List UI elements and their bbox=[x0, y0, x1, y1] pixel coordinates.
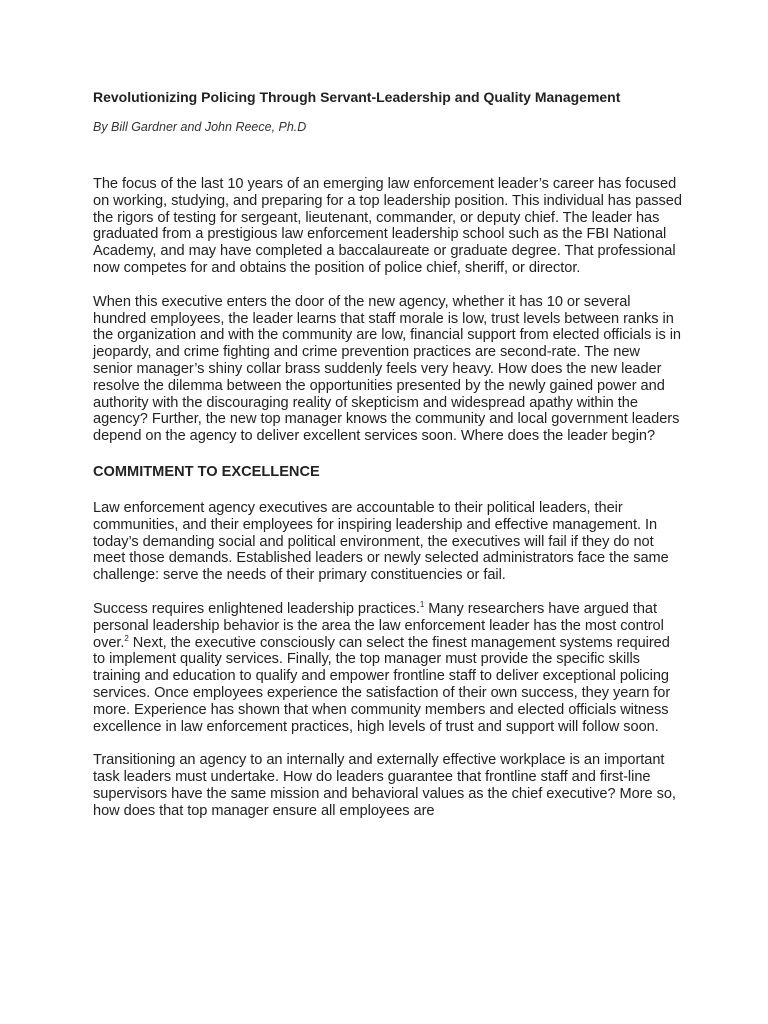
article-byline: By Bill Gardner and John Reece, Ph.D bbox=[93, 120, 307, 134]
paragraph-2: When this executive enters the door of the new agency, whether it has 10 or several hundred employees, the leader learns that staff morale is low, trust levels between ranks in the organization and with the community are low, financial support from elected officials is in jeopardy, and crime fighting and crime prevention practices are second-rate. The new senior manager’s shiny collar brass suddenly feels very heavy. How does the new leader resolve the dilemma between the opportunities presented by the newly gained power and authority with the discouraging reality of skepticism and widespread apathy within the agency? Further, the new top manager knows the community and local government leaders depend on the agency to deliver excellent services soon. Where does the leader begin? bbox=[93, 293, 681, 445]
article-title: Revolutionizing Policing Through Servant-Leadership and Quality Management bbox=[93, 89, 621, 105]
footnote-ref-2: 2 bbox=[124, 633, 129, 643]
paragraph-5: Transitioning an agency to an internally and externally effective workplace is an important task leaders must undertake. How do leaders guarantee that frontline staff and first-line supervisors have the same mission and behavioral values as the chief executive? More so, how does that top manager ensure all employees are bbox=[93, 752, 676, 819]
paragraph-4-part-c: Next, the executive consciously can select the finest management systems required to implement quality services. Finally, the top manager must provide the specific skills training and education to qualify and empower frontline staff to deliver exceptional policing services. Once employees experience the satisfaction of their own success, they yearn for more. Experience has shown that when community members and elected officials witness excellence in law enforcement practices, high levels of trust and support will follow soon. bbox=[93, 634, 671, 735]
section-heading: COMMITMENT TO EXCELLENCE bbox=[93, 463, 320, 480]
footnote-ref-1: 1 bbox=[419, 600, 425, 610]
paragraph-4 bbox=[93, 601, 683, 735]
paragraph-1: The focus of the last 10 years of an emerging law enforcement leader’s career has focused on working, studying, and preparing for a top leadership position. This individual has passed the rigors of testing for sergeant, lieutenant, commander, or deputy chief. The leader has graduated from a prestigious law enforcement leadership school such as the FBI National Academy, and may have completed a baccalaureate or graduate degree. That professional now competes for and obtains the position of police chief, sheriff, or director. bbox=[93, 176, 682, 276]
document-body bbox=[93, 88, 683, 820]
paragraph-4-part-b: Many researchers have argued that personal leadership behavior is the area the law enforcement leader has the most control over. bbox=[93, 600, 664, 651]
paragraph-3: Law enforcement agency executives are accountable to their political leaders, their communities, and their employees for inspiring leadership and effective management. In today’s demanding social and political environment, the executives will fail if they do not meet those demands. Established leaders or newly selected administrators face the same challenge: serve the needs of their primary constituencies or fail. bbox=[93, 499, 669, 584]
paragraph-4-part-a: Success requires enlightened leadership practices. bbox=[93, 600, 420, 617]
